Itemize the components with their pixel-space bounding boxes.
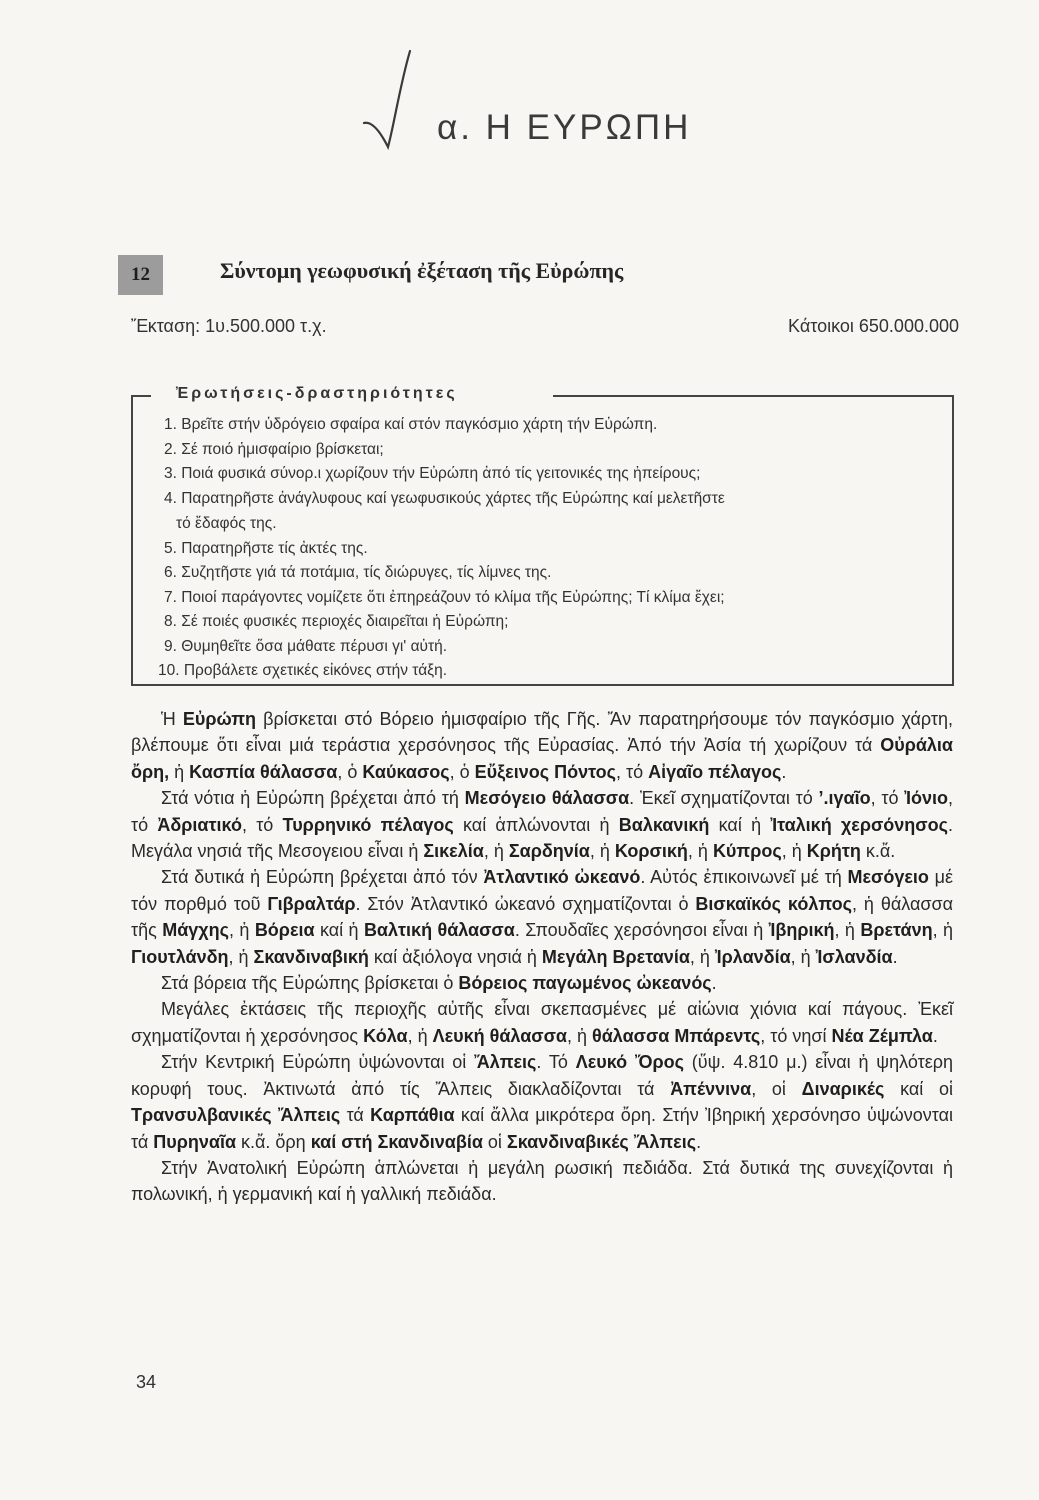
paragraph-west: Στά δυτικά ἡ Εὐρώπη βρέχεται ἀπό τόν Ἀτλαντικό ὠκεανό. Αὐτός ἐπικοινωνεῖ μέ τή Μεσόγειο μέ τόν πορθμό τοῦ Γιβραλτάρ. Στόν Ἀτλαντικό ὠκεανό σχηματίζονται ὁ Βισκαϊκός κόλπος, ἡ θάλασσα τῆς Μάγχης, ἡ Βόρεια καί ἡ Βαλτική θάλασσα. Σπουδαῖες χερσόνησοι εἶναι ἡ Ἰβηρική, ἡ Βρετάνη, ἡ Γιουτλάνδη, ἡ Σκανδιναβική καί ἀξιόλογα νησιά ἡ Μεγάλη Βρετανία, ἡ Ἰρλανδία, ἡ Ἰσλανδία. [131,867,954,967]
question-item: 1. Βρεῖτε στήν ὑδρόγειο σφαίρα καί στόν παγκόσμιο χάρτη τήν Εὐρώπη. [164,416,658,433]
handwritten-check-icon [358,45,428,155]
question-item: 9. Θυμηθεῖτε ὅσα μάθατε πέρυσι γι' αὐτή. [164,638,448,655]
paragraph-north: Στά βόρεια τῆς Εὐρώπης βρίσκεται ὁ Βόρειος παγωμένος ὠκεανός. [161,973,717,994]
body-text [131,706,953,1208]
question-item: 10. Προβάλετε σχετικές εἰκόνες στήν τάξη. [158,662,448,679]
population-stat: Κάτοικοι 650.000.000 [788,316,959,336]
section-number-badge: 12 [118,255,163,295]
question-item: 6. Συζητῆστε γιά τά ποτάμια, τίς διώρυγες, τίς λίμνες της. [164,564,552,581]
questions-heading: Ἐρωτήσεις-δραστηριότητες [176,385,458,402]
paragraph-arctic: Μεγάλες ἐκτάσεις τῆς περιοχῆς αὐτῆς εἶναι σκεπασμένες μέ αἰώνια χιόνια καί πάγους. Ἐκεῖ σχηματίζονται ἡ χερσόνησος Κόλα, ἡ Λευκή θάλασσα, ἡ θάλασσα Μπάρεντς, τό νησί Νέα Ζέμπλα. [131,999,953,1046]
question-item-continuation: τό ἔδαφός της. [176,515,277,532]
question-item: 3. Ποιά φυσικά σύνορ.ι χωρίζουν τήν Εὐρώπη ἀπό τίς γειτονικές της ἠπείρους; [164,465,701,482]
paragraph-plains: Στήν Ἀνατολική Εὐρώπη ἁπλώνεται ἡ μεγάλη ρωσική πεδιάδα. Στά δυτικά της συνεχίζονται ἡ πολωνική, ἡ γερμανική καί ἡ γαλλική πεδιάδα. [131,1157,953,1205]
page-number: 34 [136,1372,157,1392]
section-title: Σύντομη γεωφυσική ἐξέταση τῆς Εὐρώπης [220,258,624,283]
paragraph-south: Στά νότια ἡ Εὐρώπη βρέχεται ἀπό τή Μεσόγειο θάλασσα. Ἐκεῖ σχηματίζονται τό ’.ιγαῖο, τό Ἰόνιο, τό Ἀδριατικό, τό Τυρρηνικό πέλαγος καί ἁπλώνονται ἡ Βαλκανική καί ἡ Ἰταλική χερσόνησος. Μεγάλα νησιά τῆς Μεσογειου εἶναι ἡ Σικελία, ἡ Σαρδηνία, ἡ Κορσική, ἡ Κύπρος, ἡ Κρήτη κ.ἄ. [131,788,954,862]
question-item: 8. Σέ ποιές φυσικές περιοχές διαιρεῖται ἡ Εὐρώπη; [164,613,509,630]
question-item: 7. Ποιοί παράγοντες νομίζετε ὅτι ἐπηρεάζουν τό κλίμα τῆς Εὐρώπης; Τί κλίμα ἔχει; [164,589,725,606]
question-item: 5. Παρατηρῆστε τίς ἀκτές της. [164,540,368,557]
area-stat: Ἔκταση: 1υ.500.000 τ.χ. [131,316,327,336]
chapter-title: α. Η ΕΥΡΩΠΗ [437,108,692,147]
question-item: 2. Σέ ποιό ἡμισφαίριο βρίσκεται; [164,441,384,458]
paragraph-borders: Ἡ Εὐρώπη βρίσκεται στό Βόρειο ἡμισφαίριο τῆς Γῆς. Ἄν παρατηρήσουμε τόν παγκόσμιο χάρτη, βλέπουμε ὅτι εἶναι μιά τεράστια χερσόνησος τῆς Εὐρασίας. Ἀπό τήν Ἀσία τή χωρίζουν τά Οὐράλια ὄρη, ἡ Κασπία θάλασσα, ὁ Καύκασος, ὁ Εὔξεινος Πόντος, τό Αἰγαῖο πέλαγος. [131,709,953,782]
question-item: 4. Παρατηρῆστε ἀνάγλυφους καί γεωφυσικούς χάρτες τῆς Εὐρώπης καί μελετῆστε [164,490,725,507]
paragraph-mountains: Στήν Κεντρική Εὐρώπη ὑψώνονται οἱ Ἄλπεις. Τό Λευκό Ὄρος (ὕψ. 4.810 μ.) εἶναι ἡ ψηλότερη κορυφή τους. Ἀκτινωτά ἀπό τίς Ἄλπεις διακλαδίζονται τά Ἀπέννινα, οἱ Διναρικές καί οἱ Τρανσυλβανικές Ἄλπεις τά Καρπάθια καί ἄλλα μικρότερα ὄρη. Στήν Ἰβηρική χερσόνησο ὑψώνονται τά Πυρηναῖα κ.ἄ. ὄρη καί στή Σκανδιναβία οἱ Σκανδιναβικές Ἄλπεις. [131,1052,953,1152]
